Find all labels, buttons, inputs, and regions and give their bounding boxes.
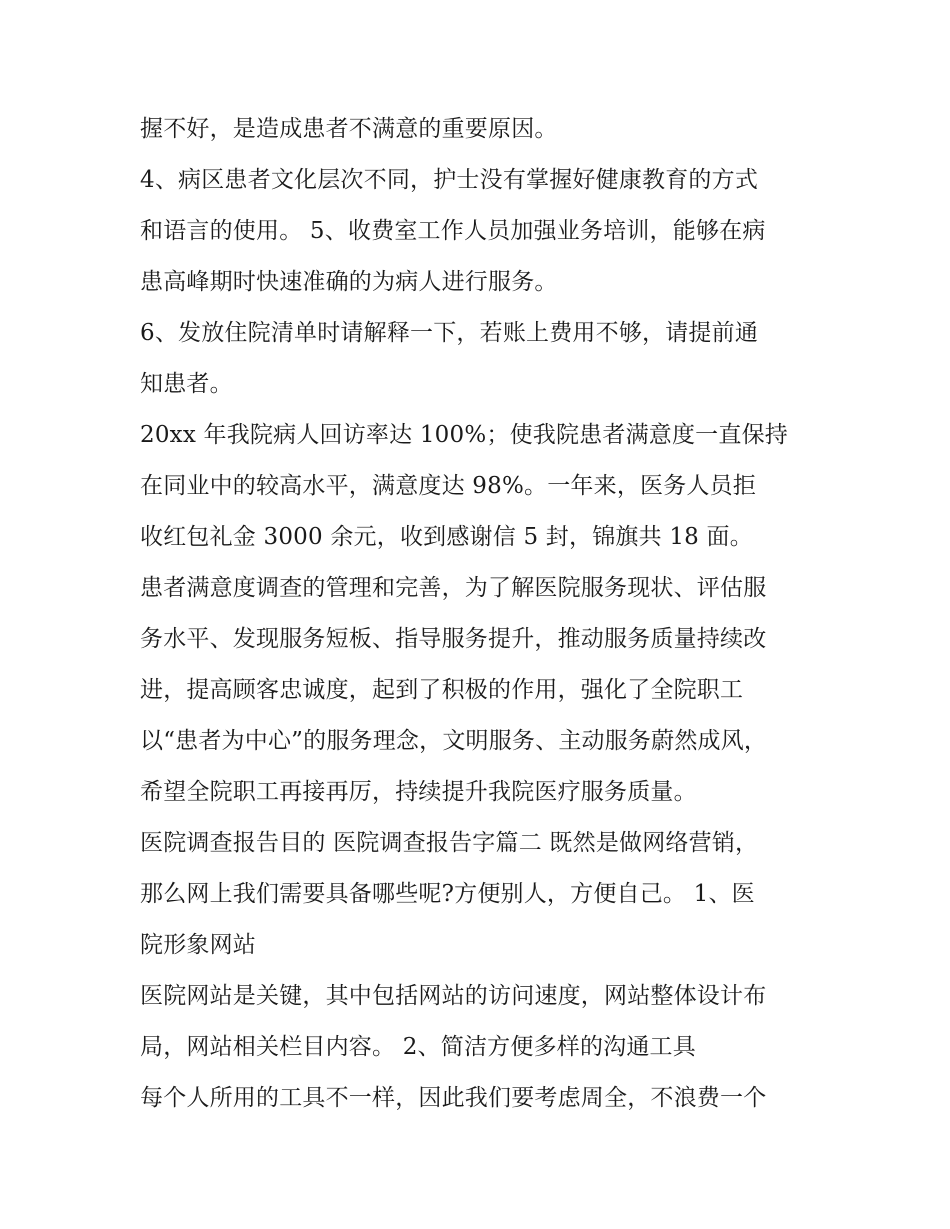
text-line-6: 知患者。 <box>140 371 233 397</box>
text-line-11: 务水平、发现服务短板、指导服务提升，推动服务质量持续改 <box>140 626 767 652</box>
text-line-9: 收红包礼金 3000 余元，收到感谢信 5 封，锦旗共 18 面。 <box>140 524 753 550</box>
text-line-15: 医院调查报告目的 医院调查报告字篇二 既然是做网络营销， <box>140 830 759 856</box>
text-line-14: 希望全院职工再接再厉，持续提升我院医疗服务质量。 <box>140 779 697 805</box>
text-line-2: 4、病区患者文化层次不同，护士没有掌握好健康教育的方式 <box>140 167 759 193</box>
text-line-1: 握不好，是造成患者不满意的重要原因。 <box>140 116 558 142</box>
text-line-12: 进，提高顾客忠诚度，起到了积极的作用，强化了全院职工 <box>140 677 744 703</box>
text-line-4: 患高峰期时快速准确的为病人进行服务。 <box>140 269 558 295</box>
text-line-18: 医院网站是关键，其中包括网站的访问速度，网站整体设计布 <box>140 983 767 1009</box>
text-line-10: 患者满意度调查的管理和完善，为了解医院服务现状、评估服 <box>140 575 767 601</box>
text-line-13: 以“患者为中心”的服务理念，文明服务、主动服务蔚然成风， <box>140 728 768 754</box>
text-line-20: 每个人所用的工具不一样，因此我们要考虑周全，不浪费一个 <box>140 1085 767 1111</box>
text-line-7: 20xx 年我院病人回访率达 100%；使我院患者满意度一直保持 <box>140 422 788 448</box>
text-line-17: 院形象网站 <box>140 932 256 958</box>
text-line-19: 局，网站相关栏目内容。 2、简洁方便多样的沟通工具 <box>140 1034 696 1060</box>
text-line-16: 那么网上我们需要具备哪些呢?方便别人，方便自己。 1、医 <box>140 881 755 907</box>
text-line-5: 6、发放住院清单时请解释一下，若账上费用不够，请提前通 <box>140 320 759 346</box>
text-line-3: 和语言的使用。 5、收费室工作人员加强业务培训，能够在病 <box>140 218 766 244</box>
document-body <box>140 104 820 1124</box>
text-line-8: 在同业中的较高水平，满意度达 98%。一年来，医务人员拒 <box>140 473 757 499</box>
